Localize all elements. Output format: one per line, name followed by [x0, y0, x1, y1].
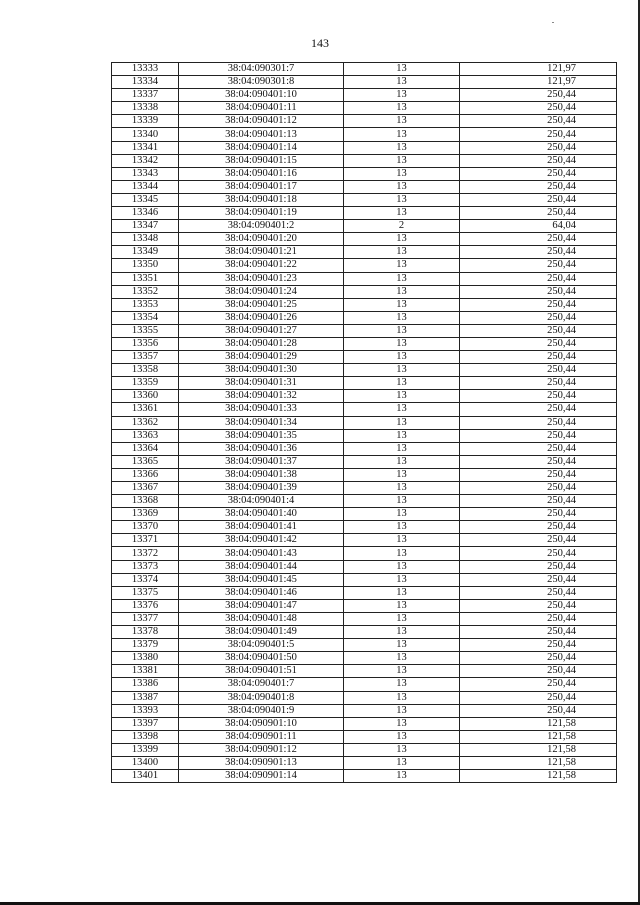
cadastral-number-cell: 38:04:090401:27 [179, 324, 344, 337]
table-row [112, 298, 617, 311]
count-cell: 13 [344, 233, 460, 246]
row-number-cell: 13347 [112, 220, 179, 233]
count-cell: 13 [344, 390, 460, 403]
table-row [112, 416, 617, 429]
row-number-cell: 13369 [112, 508, 179, 521]
row-number-cell: 13381 [112, 665, 179, 678]
table-row [112, 233, 617, 246]
cadastral-number-cell: 38:04:090401:21 [179, 246, 344, 259]
table-row [112, 560, 617, 573]
row-number-cell: 13378 [112, 626, 179, 639]
row-number-cell: 13351 [112, 272, 179, 285]
value-cell: 250,44 [460, 482, 617, 495]
row-number-cell: 13400 [112, 756, 179, 769]
table-row [112, 259, 617, 272]
value-cell: 250,44 [460, 455, 617, 468]
count-cell: 13 [344, 259, 460, 272]
count-cell: 13 [344, 704, 460, 717]
count-cell: 13 [344, 311, 460, 324]
value-cell: 250,44 [460, 298, 617, 311]
value-cell: 250,44 [460, 521, 617, 534]
table-row [112, 691, 617, 704]
row-number-cell: 13362 [112, 416, 179, 429]
value-cell: 250,44 [460, 364, 617, 377]
cadastral-number-cell: 38:04:090301:7 [179, 63, 344, 76]
cadastral-number-cell: 38:04:090901:12 [179, 743, 344, 756]
table-row [112, 534, 617, 547]
cadastral-number-cell: 38:04:090401:40 [179, 508, 344, 521]
value-cell: 250,44 [460, 246, 617, 259]
table-row [112, 730, 617, 743]
count-cell: 13 [344, 403, 460, 416]
row-number-cell: 13350 [112, 259, 179, 272]
row-number-cell: 13401 [112, 770, 179, 783]
cadastral-number-cell: 38:04:090401:32 [179, 390, 344, 403]
value-cell: 250,44 [460, 495, 617, 508]
row-number-cell: 13354 [112, 311, 179, 324]
table-row [112, 377, 617, 390]
cadastral-number-cell: 38:04:090401:41 [179, 521, 344, 534]
value-cell: 250,44 [460, 639, 617, 652]
cadastral-number-cell: 38:04:090401:8 [179, 691, 344, 704]
cadastral-number-cell: 38:04:090401:2 [179, 220, 344, 233]
cadastral-number-cell: 38:04:090401:37 [179, 455, 344, 468]
value-cell: 250,44 [460, 128, 617, 141]
table-row [112, 63, 617, 76]
count-cell: 13 [344, 599, 460, 612]
count-cell: 13 [344, 76, 460, 89]
count-cell: 13 [344, 678, 460, 691]
cadastral-number-cell: 38:04:090401:39 [179, 482, 344, 495]
value-cell: 250,44 [460, 678, 617, 691]
value-cell: 250,44 [460, 442, 617, 455]
table-row [112, 154, 617, 167]
cadastral-number-cell: 38:04:090401:23 [179, 272, 344, 285]
value-cell: 250,44 [460, 534, 617, 547]
table-row [112, 141, 617, 154]
row-number-cell: 13387 [112, 691, 179, 704]
value-cell: 250,44 [460, 508, 617, 521]
table-row [112, 324, 617, 337]
count-cell: 13 [344, 128, 460, 141]
value-cell: 250,44 [460, 311, 617, 324]
cadastral-number-cell: 38:04:090401:7 [179, 678, 344, 691]
count-cell: 13 [344, 337, 460, 350]
count-cell: 13 [344, 756, 460, 769]
table-row [112, 76, 617, 89]
count-cell: 13 [344, 167, 460, 180]
row-number-cell: 13374 [112, 573, 179, 586]
table-row [112, 521, 617, 534]
cadastral-number-cell: 38:04:090401:12 [179, 115, 344, 128]
table-row [112, 207, 617, 220]
cadastral-number-cell: 38:04:090401:28 [179, 337, 344, 350]
cadastral-number-cell: 38:04:090401:42 [179, 534, 344, 547]
table-row [112, 442, 617, 455]
value-cell: 250,44 [460, 89, 617, 102]
row-number-cell: 13345 [112, 193, 179, 206]
row-number-cell: 13358 [112, 364, 179, 377]
row-number-cell: 13363 [112, 429, 179, 442]
row-number-cell: 13370 [112, 521, 179, 534]
value-cell: 250,44 [460, 377, 617, 390]
value-cell: 250,44 [460, 704, 617, 717]
value-cell: 250,44 [460, 115, 617, 128]
row-number-cell: 13366 [112, 468, 179, 481]
row-number-cell: 13386 [112, 678, 179, 691]
value-cell: 250,44 [460, 351, 617, 364]
count-cell: 13 [344, 730, 460, 743]
count-cell: 13 [344, 89, 460, 102]
table-row [112, 612, 617, 625]
value-cell: 250,44 [460, 285, 617, 298]
table-row [112, 128, 617, 141]
count-cell: 13 [344, 154, 460, 167]
value-cell: 250,44 [460, 560, 617, 573]
scan-speck [552, 22, 554, 23]
table-row [112, 678, 617, 691]
count-cell: 13 [344, 272, 460, 285]
table-row [112, 115, 617, 128]
table-row [112, 220, 617, 233]
cadastral-number-cell: 38:04:090401:9 [179, 704, 344, 717]
value-cell: 121,58 [460, 756, 617, 769]
value-cell: 64,04 [460, 220, 617, 233]
count-cell: 13 [344, 560, 460, 573]
cadastral-number-cell: 38:04:090401:10 [179, 89, 344, 102]
value-cell: 250,44 [460, 652, 617, 665]
row-number-cell: 13364 [112, 442, 179, 455]
cadastral-number-cell: 38:04:090401:4 [179, 495, 344, 508]
table-row [112, 639, 617, 652]
count-cell: 13 [344, 364, 460, 377]
row-number-cell: 13348 [112, 233, 179, 246]
row-number-cell: 13355 [112, 324, 179, 337]
value-cell: 250,44 [460, 102, 617, 115]
count-cell: 13 [344, 115, 460, 128]
value-cell: 250,44 [460, 429, 617, 442]
cadastral-number-cell: 38:04:090401:36 [179, 442, 344, 455]
count-cell: 13 [344, 180, 460, 193]
count-cell: 13 [344, 298, 460, 311]
table-row [112, 180, 617, 193]
count-cell: 13 [344, 455, 460, 468]
cadastral-number-cell: 38:04:090401:44 [179, 560, 344, 573]
count-cell: 13 [344, 102, 460, 115]
row-number-cell: 13393 [112, 704, 179, 717]
count-cell: 13 [344, 442, 460, 455]
table-row [112, 573, 617, 586]
row-number-cell: 13344 [112, 180, 179, 193]
table-row [112, 599, 617, 612]
row-number-cell: 13333 [112, 63, 179, 76]
count-cell: 13 [344, 416, 460, 429]
count-cell: 13 [344, 573, 460, 586]
row-number-cell: 13352 [112, 285, 179, 298]
register-table-body [112, 63, 617, 783]
row-number-cell: 13361 [112, 403, 179, 416]
cadastral-number-cell: 38:04:090901:11 [179, 730, 344, 743]
row-number-cell: 13353 [112, 298, 179, 311]
table-row [112, 652, 617, 665]
cadastral-number-cell: 38:04:090901:14 [179, 770, 344, 783]
row-number-cell: 13399 [112, 743, 179, 756]
count-cell: 13 [344, 63, 460, 76]
count-cell: 13 [344, 285, 460, 298]
count-cell: 13 [344, 508, 460, 521]
table-row [112, 167, 617, 180]
value-cell: 250,44 [460, 468, 617, 481]
count-cell: 13 [344, 351, 460, 364]
value-cell: 250,44 [460, 599, 617, 612]
cadastral-number-cell: 38:04:090401:30 [179, 364, 344, 377]
table-row [112, 495, 617, 508]
value-cell: 250,44 [460, 324, 617, 337]
value-cell: 121,58 [460, 770, 617, 783]
cadastral-number-cell: 38:04:090401:16 [179, 167, 344, 180]
row-number-cell: 13365 [112, 455, 179, 468]
cadastral-number-cell: 38:04:090401:31 [179, 377, 344, 390]
cadastral-number-cell: 38:04:090401:38 [179, 468, 344, 481]
table-row [112, 89, 617, 102]
value-cell: 250,44 [460, 573, 617, 586]
row-number-cell: 13360 [112, 390, 179, 403]
cadastral-number-cell: 38:04:090401:26 [179, 311, 344, 324]
value-cell: 250,44 [460, 272, 617, 285]
cadastral-number-cell: 38:04:090401:15 [179, 154, 344, 167]
table-row [112, 508, 617, 521]
value-cell: 250,44 [460, 547, 617, 560]
table-row [112, 547, 617, 560]
cadastral-number-cell: 38:04:090401:47 [179, 599, 344, 612]
cadastral-number-cell: 38:04:090401:25 [179, 298, 344, 311]
row-number-cell: 13373 [112, 560, 179, 573]
row-number-cell: 13379 [112, 639, 179, 652]
row-number-cell: 13359 [112, 377, 179, 390]
cadastral-number-cell: 38:04:090401:18 [179, 193, 344, 206]
table-row [112, 351, 617, 364]
count-cell: 13 [344, 482, 460, 495]
table-row [112, 455, 617, 468]
count-cell: 13 [344, 534, 460, 547]
value-cell: 250,44 [460, 416, 617, 429]
row-number-cell: 13343 [112, 167, 179, 180]
cadastral-number-cell: 38:04:090401:13 [179, 128, 344, 141]
row-number-cell: 13356 [112, 337, 179, 350]
count-cell: 13 [344, 717, 460, 730]
table-row [112, 311, 617, 324]
table-row [112, 285, 617, 298]
register-table [111, 62, 617, 783]
row-number-cell: 13346 [112, 207, 179, 220]
value-cell: 250,44 [460, 665, 617, 678]
count-cell: 13 [344, 665, 460, 678]
row-number-cell: 13368 [112, 495, 179, 508]
cadastral-number-cell: 38:04:090401:35 [179, 429, 344, 442]
count-cell: 13 [344, 652, 460, 665]
cadastral-number-cell: 38:04:090401:46 [179, 586, 344, 599]
table-row [112, 337, 617, 350]
cadastral-number-cell: 38:04:090401:45 [179, 573, 344, 586]
count-cell: 13 [344, 691, 460, 704]
cadastral-number-cell: 38:04:090401:14 [179, 141, 344, 154]
row-number-cell: 13349 [112, 246, 179, 259]
value-cell: 121,58 [460, 717, 617, 730]
value-cell: 121,58 [460, 730, 617, 743]
table-row [112, 390, 617, 403]
count-cell: 13 [344, 626, 460, 639]
cadastral-number-cell: 38:04:090401:19 [179, 207, 344, 220]
value-cell: 250,44 [460, 207, 617, 220]
count-cell: 13 [344, 495, 460, 508]
count-cell: 13 [344, 770, 460, 783]
row-number-cell: 13337 [112, 89, 179, 102]
value-cell: 250,44 [460, 233, 617, 246]
table-row [112, 756, 617, 769]
cadastral-number-cell: 38:04:090401:50 [179, 652, 344, 665]
table-row [112, 717, 617, 730]
value-cell: 250,44 [460, 259, 617, 272]
row-number-cell: 13338 [112, 102, 179, 115]
row-number-cell: 13380 [112, 652, 179, 665]
value-cell: 121,58 [460, 743, 617, 756]
row-number-cell: 13340 [112, 128, 179, 141]
cadastral-number-cell: 38:04:090301:8 [179, 76, 344, 89]
cadastral-number-cell: 38:04:090401:20 [179, 233, 344, 246]
value-cell: 250,44 [460, 403, 617, 416]
row-number-cell: 13376 [112, 599, 179, 612]
count-cell: 13 [344, 429, 460, 442]
count-cell: 13 [344, 521, 460, 534]
table-row [112, 102, 617, 115]
count-cell: 13 [344, 468, 460, 481]
cadastral-number-cell: 38:04:090401:22 [179, 259, 344, 272]
row-number-cell: 13398 [112, 730, 179, 743]
value-cell: 250,44 [460, 626, 617, 639]
count-cell: 13 [344, 207, 460, 220]
table-row [112, 403, 617, 416]
value-cell: 250,44 [460, 141, 617, 154]
count-cell: 13 [344, 586, 460, 599]
count-cell: 13 [344, 639, 460, 652]
cadastral-number-cell: 38:04:090401:49 [179, 626, 344, 639]
row-number-cell: 13375 [112, 586, 179, 599]
count-cell: 13 [344, 547, 460, 560]
row-number-cell: 13367 [112, 482, 179, 495]
cadastral-number-cell: 38:04:090401:34 [179, 416, 344, 429]
page-number: 143 [311, 36, 329, 50]
count-cell: 13 [344, 377, 460, 390]
cadastral-number-cell: 38:04:090401:11 [179, 102, 344, 115]
count-cell: 13 [344, 743, 460, 756]
cadastral-number-cell: 38:04:090401:17 [179, 180, 344, 193]
row-number-cell: 13334 [112, 76, 179, 89]
count-cell: 2 [344, 220, 460, 233]
row-number-cell: 13372 [112, 547, 179, 560]
row-number-cell: 13397 [112, 717, 179, 730]
cadastral-number-cell: 38:04:090401:48 [179, 612, 344, 625]
value-cell: 250,44 [460, 390, 617, 403]
table-row [112, 665, 617, 678]
row-number-cell: 13339 [112, 115, 179, 128]
value-cell: 250,44 [460, 154, 617, 167]
value-cell: 250,44 [460, 612, 617, 625]
table-row [112, 626, 617, 639]
value-cell: 121,97 [460, 63, 617, 76]
count-cell: 13 [344, 324, 460, 337]
table-row [112, 770, 617, 783]
cadastral-number-cell: 38:04:090401:5 [179, 639, 344, 652]
table-row [112, 246, 617, 259]
table-row [112, 482, 617, 495]
cadastral-number-cell: 38:04:090401:43 [179, 547, 344, 560]
table-row [112, 743, 617, 756]
count-cell: 13 [344, 246, 460, 259]
row-number-cell: 13342 [112, 154, 179, 167]
cadastral-number-cell: 38:04:090401:33 [179, 403, 344, 416]
count-cell: 13 [344, 612, 460, 625]
value-cell: 250,44 [460, 337, 617, 350]
value-cell: 250,44 [460, 586, 617, 599]
row-number-cell: 13371 [112, 534, 179, 547]
table-row [112, 429, 617, 442]
value-cell: 250,44 [460, 193, 617, 206]
value-cell: 250,44 [460, 691, 617, 704]
cadastral-number-cell: 38:04:090901:10 [179, 717, 344, 730]
cadastral-number-cell: 38:04:090401:24 [179, 285, 344, 298]
cadastral-number-cell: 38:04:090901:13 [179, 756, 344, 769]
row-number-cell: 13377 [112, 612, 179, 625]
table-row [112, 704, 617, 717]
table-row [112, 364, 617, 377]
cadastral-number-cell: 38:04:090401:51 [179, 665, 344, 678]
table-row [112, 272, 617, 285]
cadastral-number-cell: 38:04:090401:29 [179, 351, 344, 364]
value-cell: 250,44 [460, 180, 617, 193]
table-row [112, 468, 617, 481]
count-cell: 13 [344, 193, 460, 206]
count-cell: 13 [344, 141, 460, 154]
row-number-cell: 13341 [112, 141, 179, 154]
value-cell: 121,97 [460, 76, 617, 89]
table-row [112, 586, 617, 599]
value-cell: 250,44 [460, 167, 617, 180]
table-row [112, 193, 617, 206]
row-number-cell: 13357 [112, 351, 179, 364]
